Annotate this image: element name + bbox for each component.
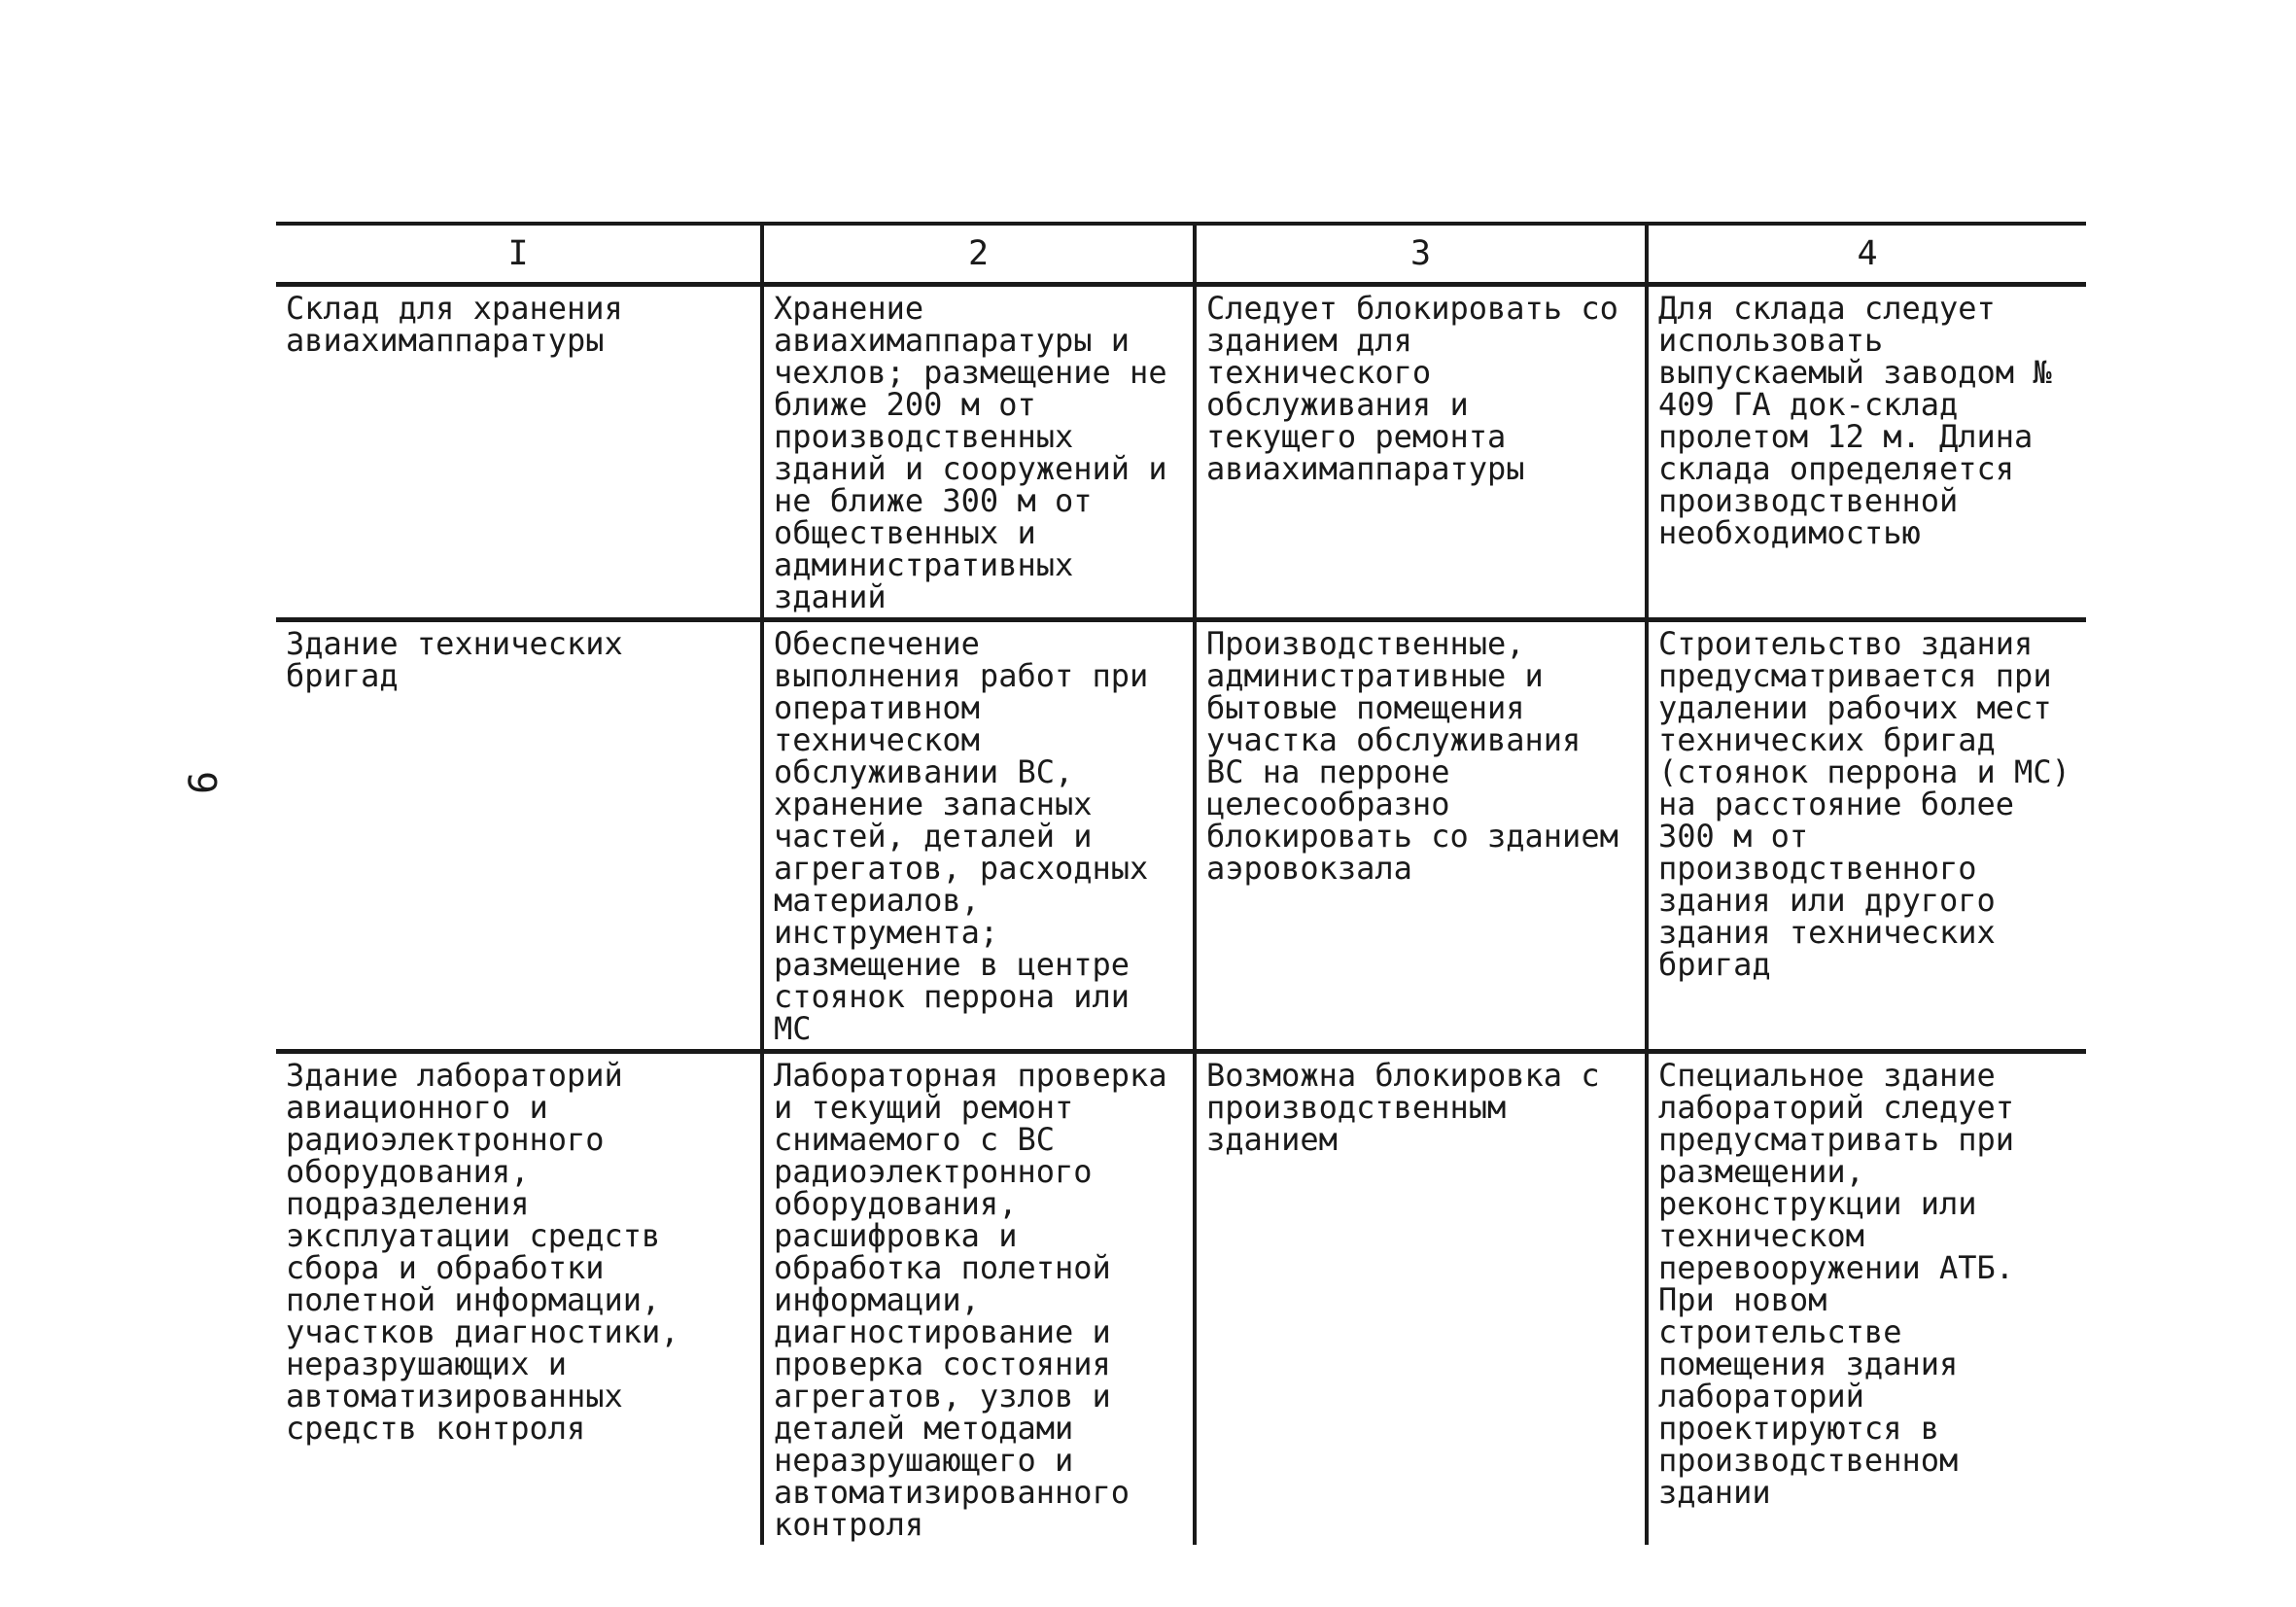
notes-cell: Для склада следует использовать выпускаемый заводом № 409 ГА док-склад пролетом 12 м. Длина склада определяется производственной необходимостью — [1647, 285, 2086, 620]
column-header-2: 2 — [762, 224, 1195, 285]
column-header-3: 3 — [1195, 224, 1647, 285]
requirements-table — [276, 222, 2086, 1545]
table-row — [276, 1052, 2086, 1546]
column-header-1: I — [276, 224, 762, 285]
notes-cell: Специальное здание лабораторий следует предусматривать при размещении, реконструкции или техническом перевооружении АТБ. При новом строительстве помещения здания лабораторий проектируются в производственном здании — [1647, 1052, 2086, 1546]
table-row — [276, 620, 2086, 1052]
blocking-cell: Производственные, административные и бытовые помещения участка обслуживания ВС на перроне целесообразно блокировать со зданием аэровокзала — [1195, 620, 1647, 1052]
blocking-cell: Возможна блокировка с производственным зданием — [1195, 1052, 1647, 1546]
page-number: 6 — [182, 770, 227, 795]
building-name-cell: Склад для хранения авиахимаппаратуры — [276, 285, 762, 620]
column-header-4: 4 — [1647, 224, 2086, 285]
building-name-cell: Здание технических бригад — [276, 620, 762, 1052]
table-row — [276, 285, 2086, 620]
blocking-cell: Следует блокировать со зданием для технического обслуживания и текущего ремонта авиахимаппаратуры — [1195, 285, 1647, 620]
purpose-cell: Лабораторная проверка и текущий ремонт снимаемого с ВС радиоэлектронного оборудования, расшифровка и обработка полетной информации, диагностирование и проверка состояния агрегатов, узлов и деталей методами неразрушающего и автоматизированного контроля — [762, 1052, 1195, 1546]
building-name-cell: Здание лабораторий авиационного и радиоэлектронного оборудования, подразделения эксплуатации средств сбора и обработки полетной информации, участков диагностики, неразрушающих и автоматизированных средств контроля — [276, 1052, 762, 1546]
notes-cell: Строительство здания предусматривается при удалении рабочих мест технических бригад (стоянок перрона и МС) на расстояние более 300 м от производственного здания или другого здания технических бригад — [1647, 620, 2086, 1052]
purpose-cell: Хранение авиахимаппаратуры и чехлов; размещение не ближе 200 м от производственных зданий и сооружений и не ближе 300 м от общественных и административных зданий — [762, 285, 1195, 620]
table-header-row — [276, 224, 2086, 285]
purpose-cell: Обеспечение выполнения работ при оперативном техническом обслуживании ВС, хранение запасных частей, деталей и агрегатов, расходных материалов, инструмента; размещение в центре стоянок перрона или МС — [762, 620, 1195, 1052]
